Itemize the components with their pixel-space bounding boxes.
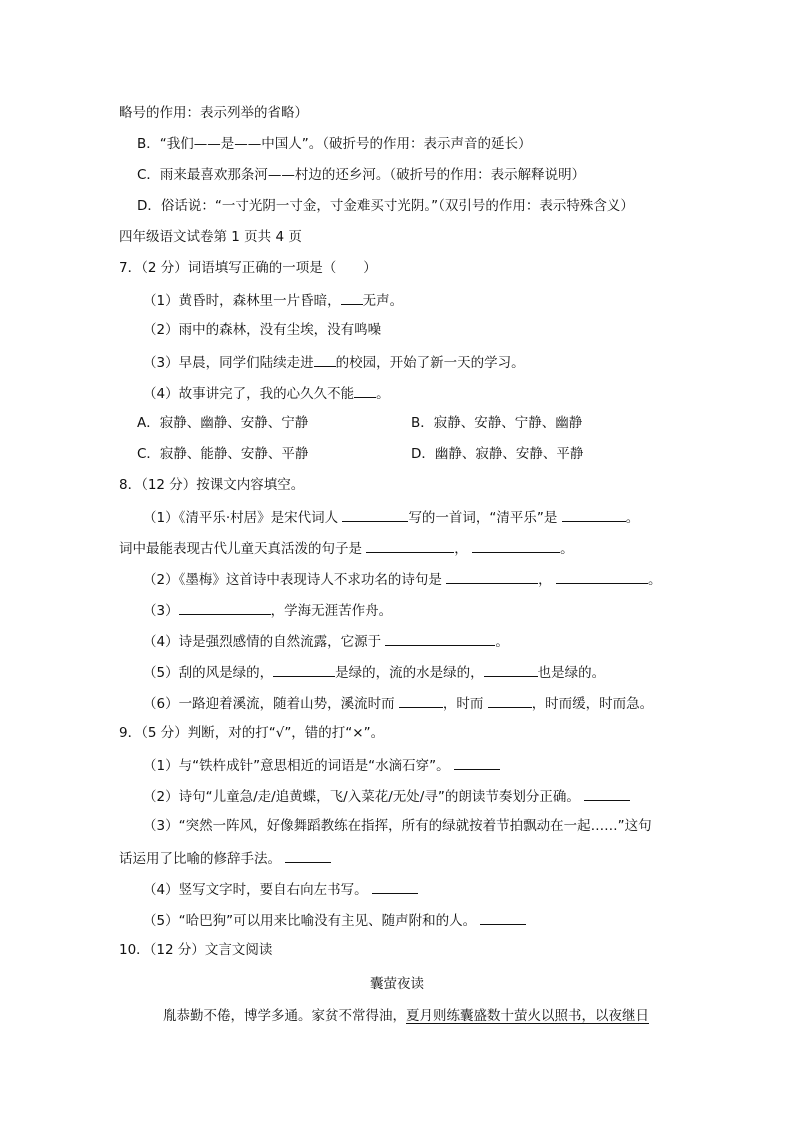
q8-blank-mohui-1[interactable] <box>446 569 538 584</box>
q7-sentence-1 <box>143 290 403 310</box>
q8-blank-poetry-source[interactable] <box>385 631 495 646</box>
q10-passage-line-1 <box>163 1007 649 1025</box>
q9-item-4 <box>143 879 418 899</box>
q8-s6-text-b: ，时而 <box>442 696 484 712</box>
q9-s3-text-b: 话运用了比喻的修辞手法。 <box>119 851 281 867</box>
q7-s3-text-a: （3）早晨，同学们陆续走进 <box>143 355 314 371</box>
q9-answer-2[interactable] <box>584 786 630 801</box>
q9-answer-1[interactable] <box>454 755 500 770</box>
option-c: C．雨来最喜欢那条河——村边的还乡河。（破折号的作用：表示解释说明） <box>137 167 586 183</box>
q9-s2-text: （2）诗句“儿童急/走/追黄蝶，飞/入菜花/无处/寻”的朗读节奏划分正确。 <box>143 789 580 805</box>
q7-sentence-4 <box>143 383 390 403</box>
q8-s1-text-f: 。 <box>560 541 574 557</box>
option-a-continuation: 略号的作用：表示列举的省略） <box>119 105 308 121</box>
q8-s4-text-a: （4）诗是强烈感情的自然流露，它源于 <box>143 634 382 650</box>
q8-item-4 <box>143 631 509 651</box>
q8-blank-green-2[interactable] <box>484 662 538 677</box>
q8-item-1 <box>143 507 639 527</box>
q8-s5-text-c: 也是绿的。 <box>537 665 606 681</box>
q9-item-3-cont <box>119 848 331 868</box>
q9-answer-4[interactable] <box>372 879 418 894</box>
q8-blank-green-1[interactable] <box>273 662 335 677</box>
q7-s3-text-b: 的校园，开始了新一天的学习。 <box>335 355 525 371</box>
q9-answer-5[interactable] <box>480 910 526 925</box>
q7-s4-text-a: （4）故事讲完了，我的心久久不能 <box>143 386 355 402</box>
q9-item-1 <box>143 755 500 775</box>
q8-item-1-cont <box>119 538 574 558</box>
q10-p1-underlined: 夏月则练囊盛数十萤火以照书，以夜继日 <box>406 1008 649 1024</box>
q7-s1-text-b: 无声。 <box>362 293 404 309</box>
q9-item-3: （3）“突然一阵风，好像舞蹈教练在指挥，所有的绿就按着节拍飘动在一起……”这句 <box>143 818 652 834</box>
q9-answer-3[interactable] <box>285 848 331 863</box>
q8-s2-text-c: 。 <box>647 572 662 588</box>
q8-s2-text-a: （2）《墨梅》这首诗中表现诗人不求功名的诗句是 <box>143 572 442 588</box>
q9-item-5 <box>143 910 526 930</box>
q10-p1-text-a: 胤恭勤不倦，博学多通。家贫不常得油， <box>163 1008 406 1024</box>
q8-s3-text-b: ，学海无涯苦作舟。 <box>270 603 393 619</box>
q9-stem: 9．（5 分）判断，对的打“√”，错的打“×”。 <box>119 725 385 741</box>
q8-blank-line-1[interactable] <box>366 538 454 553</box>
q8-blank-poet[interactable] <box>342 507 408 522</box>
q8-s1-text-a: （1）《清平乐·村居》是宋代词人 <box>143 510 339 526</box>
q10-passage-title: 囊萤夜读 <box>370 976 424 992</box>
q8-blank-line-2[interactable] <box>472 538 560 553</box>
q8-item-5 <box>143 662 605 682</box>
q7-sentence-2: （2）雨中的森林，没有尘埃，没有鸣噪 <box>143 322 382 338</box>
q8-item-6 <box>143 693 653 713</box>
q8-blank-stream-2[interactable] <box>488 693 532 708</box>
q8-s1-text-d: 词中最能表现古代儿童天真活泼的句子是 <box>119 541 362 557</box>
q9-s4-text: （4）竖写文字时，要自右向左书写。 <box>143 882 368 898</box>
q8-s6-text-c: ，时而缓，时而急。 <box>531 696 654 712</box>
q8-s2-text-b: ， <box>538 572 552 588</box>
q7-stem: 7．（2 分）词语填写正确的一项是（ ） <box>119 260 377 276</box>
q8-blank-stream-1[interactable] <box>399 693 443 708</box>
q7-sentence-3 <box>143 352 525 372</box>
q8-s1-text-b: 写的一首词，“清平乐”是 <box>408 510 558 526</box>
q7-option-b: B．寂静、安静、宁静、幽静 <box>411 415 583 431</box>
q8-s6-text-a: （6）一路迎着溪流，随着山势，溪流时而 <box>143 696 395 712</box>
q8-s3-text-a: （3） <box>143 603 179 619</box>
q7-s1-text-a: （1）黄昏时，森林里一片昏暗， <box>143 293 341 309</box>
q7-s4-text-b: 。 <box>376 386 390 402</box>
q8-blank-proverb[interactable] <box>179 600 271 615</box>
q8-s5-text-a: （5）刮的风是绿的， <box>143 665 274 681</box>
q8-s4-text-b: 。 <box>495 634 509 650</box>
q8-s1-text-e: ， <box>454 541 468 557</box>
q7-option-d: D．幽静、寂静、安静、平静 <box>411 446 584 462</box>
q7-option-a: A．寂静、幽静、安静、宁静 <box>137 415 309 431</box>
option-b: B．“我们——是——中国人”。（破折号的作用：表示声音的延长） <box>137 136 532 152</box>
q9-s1-text: （1）与“铁杵成针”意思相近的词语是“水滴石穿”。 <box>143 758 450 774</box>
q7-blank-4[interactable] <box>354 383 376 398</box>
q7-option-c: C．寂静、能静、安静、平静 <box>137 446 309 462</box>
q10-stem: 10．（12 分）文言文阅读 <box>119 942 273 958</box>
q8-s1-text-c: 。 <box>625 510 640 526</box>
q8-blank-cipai[interactable] <box>562 507 626 522</box>
q8-item-3 <box>143 600 392 620</box>
option-d: D．俗话说：“一寸光阴一寸金，寸金难买寸光阴。”（双引号的作用：表示特殊含义） <box>137 198 634 214</box>
q9-s5-text: （5）“哈巴狗”可以用来比喻没有主见、随声附和的人。 <box>143 913 477 929</box>
q8-stem: 8．（12 分）按课文内容填空。 <box>119 477 305 493</box>
q7-blank-1[interactable] <box>341 290 363 305</box>
page-footer: 四年级语文试卷第 1 页共 4 页 <box>119 229 302 245</box>
q8-s5-text-b: 是绿的，流的水是绿的， <box>335 665 484 681</box>
q9-item-2 <box>143 786 630 806</box>
q7-blank-3[interactable] <box>314 352 336 367</box>
q8-item-2 <box>143 569 661 589</box>
q8-blank-mohui-2[interactable] <box>556 569 648 584</box>
